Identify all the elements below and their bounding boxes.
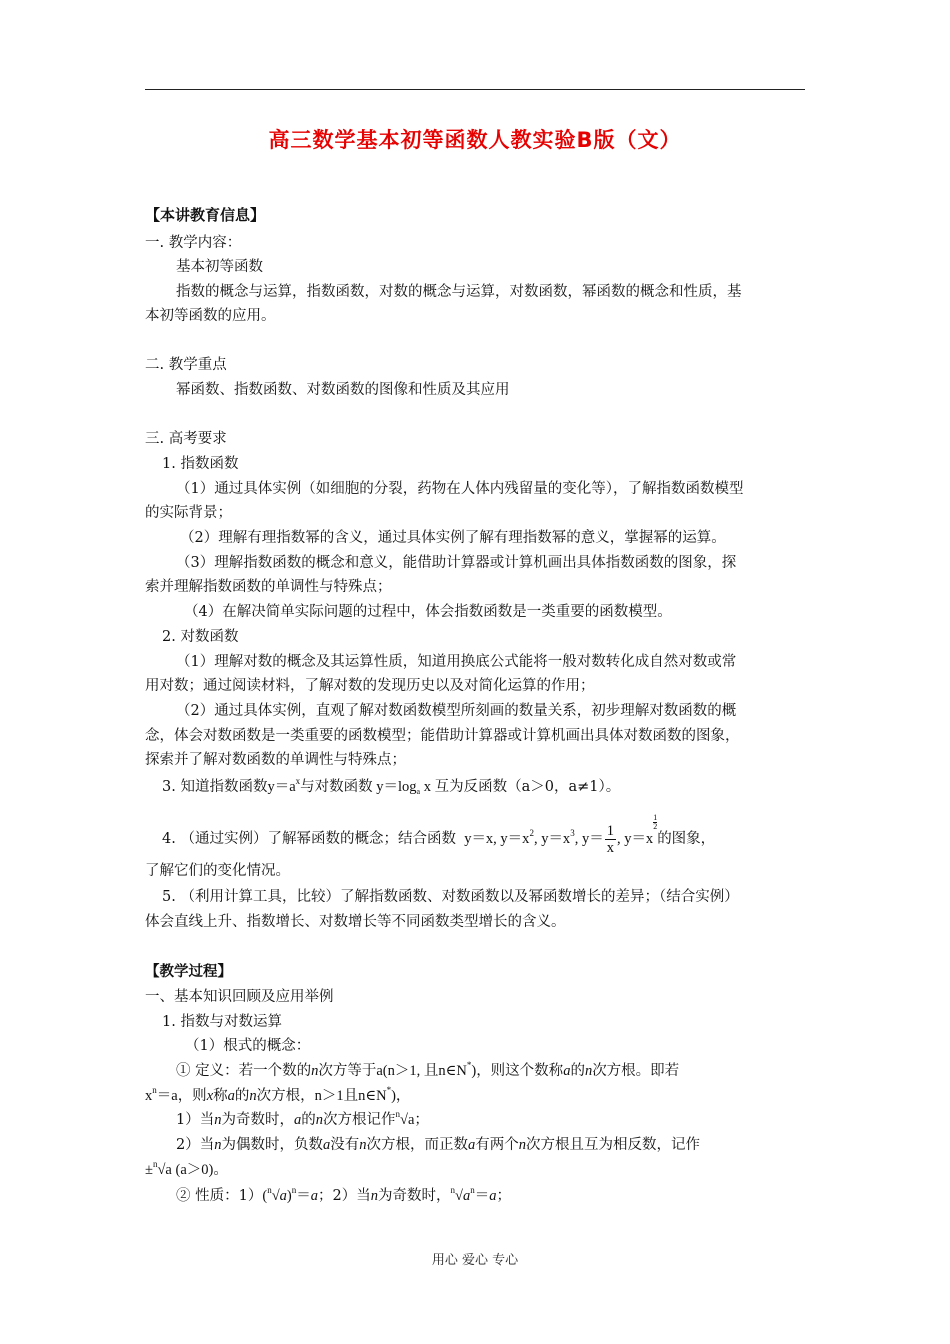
case-even-mid2: 没有 [330,1137,360,1153]
formula-log: $y=\log_a$ x [372,779,435,796]
var-n: n [311,1063,319,1079]
def-1-pre: ① 定义：若一个数的 [176,1063,312,1079]
def-2-post4: 次方根， [256,1088,315,1104]
var-a: a [322,1137,331,1153]
formula-root-of-power: $^n√a^n=a$ [450,1185,497,1204]
formula-a-condition: a(n＞1, 且n∈N*) [376,1060,477,1079]
var-n: n [370,1188,378,1204]
property-mid: ；2）当 [318,1188,371,1204]
section-info-heading: 【本讲教育信息】 [145,206,266,224]
var-n: n [214,1137,222,1153]
req-item-2: 2. 对数函数 [162,629,239,645]
content-line-1: 指数的概念与运算，指数函数，对数的概念与运算，对数函数，幂函数的概念和性质，基 [176,284,742,300]
req-4-pre: 4. （通过实例）了解幂函数的概念；结合函数 [162,831,456,847]
case-even-mid4: 有两个 [475,1137,519,1153]
req-2-2c: 探索并了解对数函数的单调性与特殊点； [145,752,406,768]
def-2-post2: 称 [213,1088,228,1104]
def-1-post2: 的 [570,1063,585,1079]
var-n: n [249,1088,257,1104]
var-a: a [467,1137,476,1153]
req-1-1b: 的实际背景； [145,505,232,521]
definition-line-1 [176,1061,679,1081]
req-1-3a: （3）理解指数函数的概念和意义，能借助计算器或计算机画出具体指数函数的图象，探 [176,555,737,571]
formula-power-functions: y＝x, $y=x^2$, $y=x^3$, y＝ $\frac{1}{x}$ , y＝x $\frac{1}{2}$ [460,813,658,857]
section-process-heading: 【教学过程】 [145,964,232,980]
req-3-pre: 3. 知道指数函数 [162,779,268,795]
formula-n-condition: n＞1且n∈N*)， [314,1085,411,1104]
proc-heading-3: （1）根式的概念： [185,1038,311,1054]
formula-pm-root: ±$^n$√a (a＞0) [145,1159,214,1178]
req-4-post: 的图象， [657,831,716,847]
def-1-mid: 次方等于 [318,1063,377,1079]
req-2-1a: （1）理解对数的概念及其运算性质，知道用换底公式能将一般对数转化成自然对数或常 [176,654,737,670]
var-a: a [227,1088,235,1104]
var-n: n [584,1063,593,1079]
case-even-mid3: 次方根，而正数 [366,1137,468,1153]
property-pre: ② 性质：1） [176,1188,263,1204]
content-topic: 基本初等函数 [176,259,263,275]
definition-line-2 [145,1086,410,1106]
req-1-1a: （1）通过具体实例（如细胞的分裂，药物在人体内残留量的变化等），了解指数函数模型 [176,481,744,497]
case-odd-end: ； [414,1112,429,1128]
req-1-4: （4）在解决简单实际问题的过程中，体会指数函数是一类重要的函数模型。 [184,604,672,620]
property-mid2: 为奇数时， [377,1188,451,1204]
var-a: a [563,1063,571,1079]
exponent-one-half: $\frac{1}{2}$ [653,813,658,831]
var-n: n [518,1137,526,1153]
req-3-mid: 与对数函数 [300,779,373,795]
formula-exp: $y=a^x$ [267,776,301,795]
req-2-2b: 念，体会对数函数是一类重要的函数模型；能借助计算器或计算机画出具体对数函数的图象， [145,728,740,744]
case-odd [176,1110,429,1130]
def-1-post3: 次方根。即若 [592,1063,680,1079]
req-1-3b: 索并理解指数函数的单调性与特殊点； [145,579,392,595]
page-footer: 用心 爱心 专心 [431,1253,519,1268]
req-item-1: 1. 指数函数 [162,456,239,472]
def-2-post3: 的 [234,1088,250,1104]
case-even-post: 次方根且互为相反数，记作 [525,1137,700,1153]
key-points-line: 幂函数、指数函数、对数函数的图像和性质及其应用 [176,382,510,398]
var-a: a [293,1112,302,1128]
case-odd-post: 次方根记作 [322,1112,396,1128]
proc-heading-1: 一、基本知识回顾及应用举例 [145,989,334,1005]
header-rule [145,89,805,90]
heading-requirements: 三. 高考要求 [145,431,227,447]
req-3-post: 互为反函数（ [434,779,522,795]
page-title: 高三数学基本初等函数人教实验B版（文） [268,128,682,152]
req-3-cond: a＞0，a≠1）。 [521,779,621,795]
var-n: n [214,1112,222,1128]
heading-content: 一. 教学内容： [145,235,242,251]
var-n: n [315,1112,323,1128]
property-line [176,1186,511,1206]
content-line-2: 本初等函数的应用。 [145,308,276,324]
heading-key-points: 二. 教学重点 [145,357,227,373]
req-1-2: （2）理解有理指数幂的含义，通过具体实例了解有理指数幂的意义，掌握幂的运算。 [180,530,726,546]
def-1-post: ，则这个数称 [476,1063,564,1079]
case-even [176,1135,700,1155]
case-odd-mid2: 的 [301,1112,316,1128]
req-5a: 5. （利用计算工具，比较）了解指数函数、对数函数以及幂函数增长的差异；（结合实例） [162,889,739,905]
def-2-post: ，则 [177,1088,207,1104]
req-2-1b: 用对数；通过阅读材料，了解对数的发现历史以及对简化运算的作用； [145,678,595,694]
case-odd-mid: 为奇数时， [221,1112,294,1128]
req-5b: 体会直线上升、指数增长、对数增长等不同函数类型增长的含义。 [145,914,566,930]
proc-heading-2: 1. 指数与对数运算 [162,1014,282,1030]
property-end: ； [496,1188,511,1204]
case-even-end: 。 [213,1162,228,1178]
fraction-one-over-x: $\frac{1}{x}$ [606,823,614,857]
req-2-2a: （2）通过具体实例，直观了解对数函数模型所刻画的数量关系，初步理解对数函数的概 [176,703,737,719]
case-odd-pre: 1）当 [176,1112,215,1128]
req-4-b: 了解它们的变化情况。 [145,863,290,879]
case-even-pre: 2）当 [176,1137,215,1153]
var-n: n [359,1137,367,1153]
formula-root-power: $(^n√a)^n=a$ [262,1185,318,1204]
formula-xn-eq-a: $x^n=a$ [145,1085,178,1104]
req-item-4 [162,814,715,856]
formula-nth-root-a: $^n$√a [395,1109,415,1128]
req-item-3 [162,777,620,797]
case-even-formula [145,1160,228,1180]
case-even-mid: 为偶数时，负数 [221,1137,323,1153]
var-x: x [206,1088,214,1104]
